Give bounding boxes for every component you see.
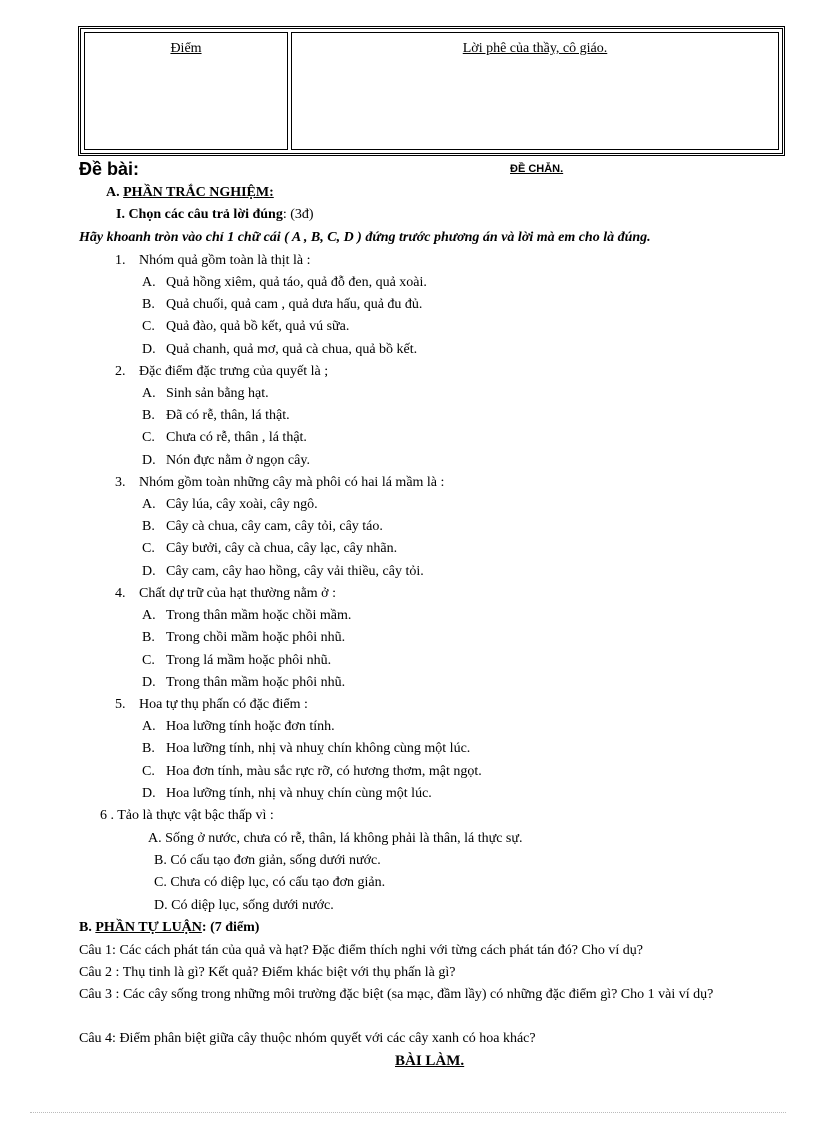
essay-question-3: Câu 3 : Các cây sống trong những môi trường đặc biệt (sa mạc, đầm lầy) có những đặc điểm gì? Cho 1 vài ví dụ?: [79, 987, 714, 1002]
question-text: Hoa tự thụ phấn có đặc điểm :: [139, 697, 308, 712]
question-number: 1.: [115, 253, 126, 268]
question-3: [115, 475, 444, 491]
q6-option-a[interactable]: A. Sống ở nước, chưa có rễ, thân, lá không phải là thân, lá thực sự.: [148, 831, 523, 846]
question-number: 4.: [115, 586, 126, 601]
q5-option-b[interactable]: B. Hoa lưỡng tính, nhị và nhuỵ chín không cùng một lúc.: [142, 741, 471, 756]
instruction: Hãy khoanh tròn vào chỉ 1 chữ cái ( A , B, C, D ) đứng trước phương án và lời mà em cho là đúng.: [79, 230, 651, 245]
question-number: 5.: [115, 697, 126, 712]
question-text: Chất dự trữ của hạt thường nằm ở :: [139, 586, 336, 601]
q1-option-b[interactable]: B. Quả chuối, quả cam , quả dưa hấu, quả đu đủ.: [142, 297, 423, 312]
q6-option-d[interactable]: D. Có diệp lục, sống dưới nước.: [154, 898, 334, 913]
q1-option-d[interactable]: D. Quả chanh, quả mơ, quả cà chua, quả bồ kết.: [142, 342, 418, 357]
comment-label: Lời phê của thầy, cô giáo.: [462, 41, 608, 56]
q6-option-b[interactable]: B. Có cấu tạo đơn giản, sống dưới nước.: [154, 853, 381, 868]
q4-option-c[interactable]: C. Trong lá mầm hoặc phôi nhũ.: [142, 653, 332, 668]
essay-question-1: Câu 1: Các cách phát tán của quả và hạt? Đặc điểm thích nghi với từng cách phát tán đó? Cho ví dụ?: [79, 943, 643, 958]
q1-option-a[interactable]: A. Quả hồng xiêm, quả táo, quả đỗ đen, quả xoài.: [142, 275, 427, 290]
question-1: [115, 253, 310, 269]
section-b-heading: [79, 920, 259, 936]
q2-option-c[interactable]: C. Chưa có rễ, thân , lá thật.: [142, 430, 307, 445]
comment-cell: [291, 32, 779, 150]
q4-option-a[interactable]: A. Trong thân mầm hoặc chồi mầm.: [142, 608, 352, 623]
essay-question-4: Câu 4: Điểm phân biệt giữa cây thuộc nhóm quyết với các cây xanh có hoa khác?: [79, 1031, 536, 1046]
score-label: Điểm: [170, 41, 202, 56]
q2-option-a[interactable]: A. Sinh sản bằng hạt.: [142, 386, 269, 401]
exam-title: Đề bài:: [79, 159, 140, 179]
question-number: 2.: [115, 364, 126, 379]
section-a-points: : (3đ): [282, 207, 314, 222]
q2-option-b[interactable]: B. Đã có rễ, thân, lá thật.: [142, 408, 290, 423]
question-6: 6 . Tảo là thực vật bậc thấp vì :: [100, 808, 274, 823]
section-a-subheading: [116, 207, 314, 223]
question-4: [115, 586, 336, 602]
q1-option-c[interactable]: C. Quả đào, quả bồ kết, quả vú sữa.: [142, 319, 350, 334]
q3-option-d[interactable]: D. Cây cam, cây hao hồng, cây vải thiều, cây tỏi.: [142, 564, 424, 579]
score-comment-box: [78, 26, 785, 156]
question-text: Đặc điểm đặc trưng của quyết là ;: [139, 364, 329, 379]
exam-code: ĐỀ CHẴN.: [510, 163, 564, 175]
section-a-subtitle: I. Chọn các câu trả lời đúng: [116, 207, 283, 222]
q6-option-c[interactable]: C. Chưa có diệp lục, có cấu tạo đơn giản.: [154, 875, 386, 890]
question-5: [115, 697, 308, 713]
essay-question-2: Câu 2 : Thụ tinh là gì? Kết quả? Điểm khác biệt với thụ phấn là gì?: [79, 965, 456, 980]
score-cell: [84, 32, 288, 150]
q5-option-a[interactable]: A. Hoa lưỡng tính hoặc đơn tính.: [142, 719, 335, 734]
q3-option-c[interactable]: C. Cây bưởi, cây cà chua, cây lạc, cây nhãn.: [142, 541, 398, 556]
section-a-prefix: A.: [106, 185, 124, 200]
q4-option-b[interactable]: B. Trong chồi mầm hoặc phôi nhũ.: [142, 630, 346, 645]
section-a-heading: [106, 185, 274, 201]
question-number: 3.: [115, 475, 126, 490]
question-2: [115, 364, 328, 380]
section-b-prefix: B.: [79, 920, 96, 935]
q4-option-d[interactable]: D. Trong thân mầm hoặc phôi nhũ.: [142, 675, 346, 690]
answer-heading: BÀI LÀM.: [395, 1053, 465, 1069]
page-bottom-divider: [30, 1112, 786, 1113]
question-text: Nhóm gồm toàn những cây mà phôi có hai lá mầm là :: [139, 475, 445, 490]
section-b-points: : (7 điểm): [201, 920, 260, 935]
section-a-title: PHẦN TRẮC NGHIỆM:: [123, 185, 274, 200]
question-text: Nhóm quả gồm toàn là thịt là :: [139, 253, 311, 268]
q2-option-d[interactable]: D. Nón đực nằm ở ngọn cây.: [142, 453, 310, 468]
q5-option-d[interactable]: D. Hoa lưỡng tính, nhị và nhuỵ chín cùng một lúc.: [142, 786, 432, 801]
q5-option-c[interactable]: C. Hoa đơn tính, màu sắc rực rỡ, có hương thơm, mật ngọt.: [142, 764, 482, 779]
q3-option-a[interactable]: A. Cây lúa, cây xoài, cây ngô.: [142, 497, 318, 512]
section-b-title: PHẦN TỰ LUẬN: [95, 920, 202, 935]
q3-option-b[interactable]: B. Cây cà chua, cây cam, cây tỏi, cây táo.: [142, 519, 383, 534]
